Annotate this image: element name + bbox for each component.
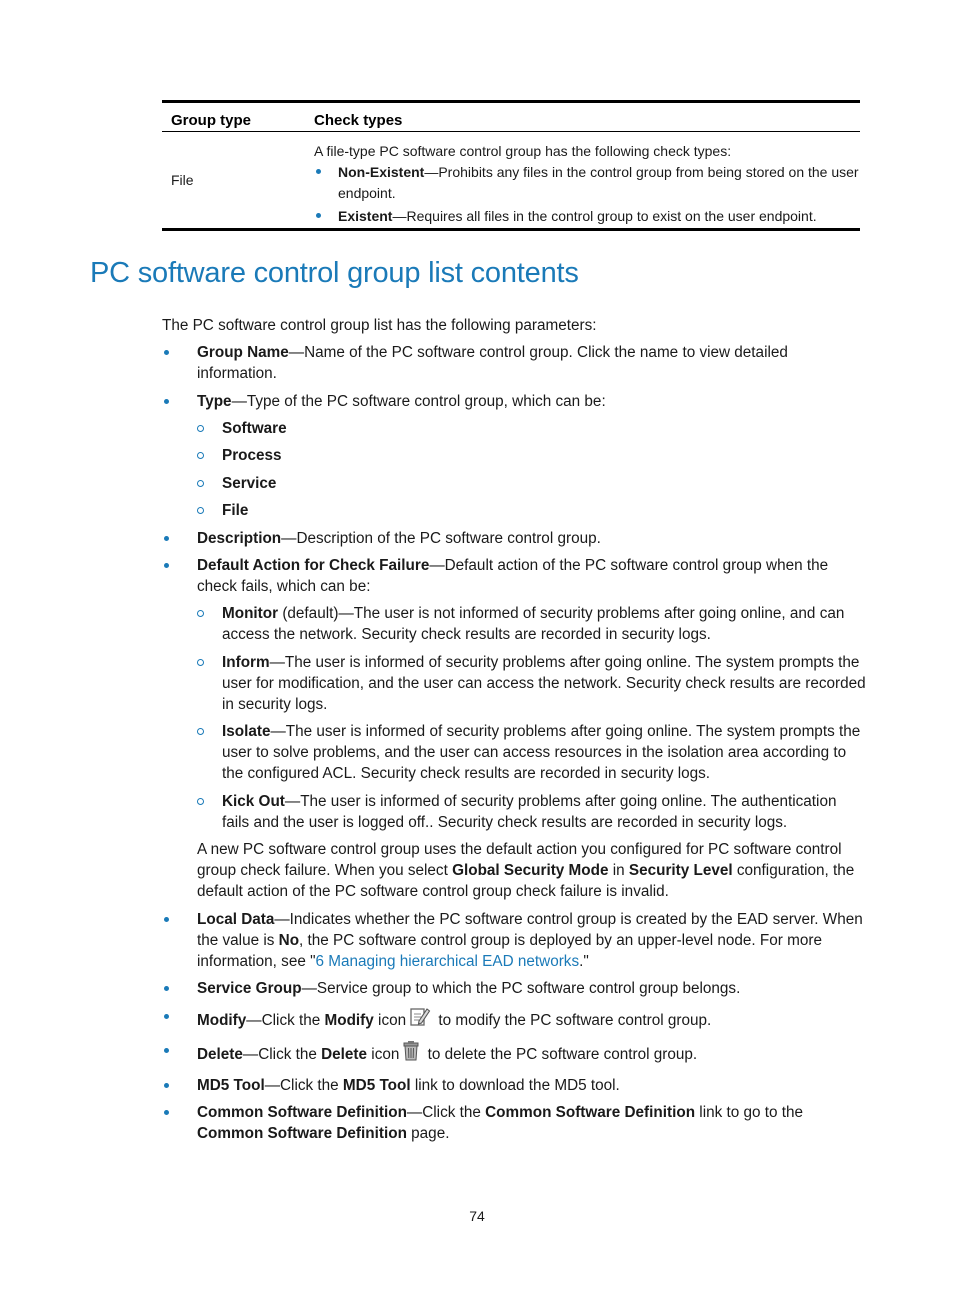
param-desc: —Click the [406,1104,486,1121]
note-text: configuration, the default action of the PC software control group check failure is invalid. [197,862,855,900]
table-row [162,132,860,231]
param-bold: Modify [324,1011,374,1029]
section-body [162,315,867,1151]
type-option [197,418,867,439]
header-group-type: Group type [171,112,252,129]
check-types-table [162,100,860,231]
param-desc: —Type of the PC software control group, which can be: [231,392,606,410]
trash-icon [402,1040,420,1068]
param-term: Group Name [197,344,289,361]
cell-group-type: File [171,172,194,188]
page-number: 74 [469,1208,485,1224]
param-bold: Common Software Definition [485,1104,696,1121]
type-option-label: Service [222,474,277,492]
param-term: Modify [197,1011,247,1029]
param-type [162,391,867,522]
param-desc: —Name of the PC software control group. Click the name to view detailed information. [197,344,788,382]
table-header-row [162,103,860,132]
param-local-data [162,909,867,972]
note-bold: Global Security Mode [452,862,609,879]
action-desc: —The user is informed of security problems after going online. The system prompts the user to solve problems, and the user can access resources in the isolation area according to the configured ACL. Security check results are recorded in security logs. [222,723,861,782]
param-description [162,528,867,549]
action-desc: (default)—The user is not informed of security problems after going online, and can access the network. Security check results are recorded in security logs. [222,605,845,643]
param-delete [162,1040,867,1068]
param-desc: —Click the [264,1076,343,1094]
check-types-intro: A file-type PC software control group has the following check types: [314,143,732,159]
type-option [197,473,867,494]
param-term: Type [197,392,232,410]
type-option-label: Process [222,447,282,464]
param-desc: to delete the PC software control group. [423,1046,698,1063]
param-term: Service Group [197,980,302,997]
param-desc: , the PC software control group is deployed by an upper-level node. For more information, see " [197,931,822,970]
check-type-item [314,206,860,227]
param-default-action [162,555,867,902]
section-intro: The PC software control group list has the following parameters: [162,317,597,334]
param-desc: page. [406,1125,450,1142]
param-desc: —Description of the PC software control group. [281,529,601,547]
action-term: Monitor [222,605,279,622]
note-text: A new PC software control group uses the default action you configured for PC software control group check failure. When you select [197,841,842,879]
param-desc: icon [373,1011,407,1029]
param-desc: to modify the PC software control group. [434,1011,712,1029]
param-bold: No [278,931,300,949]
type-option [197,500,867,521]
param-desc: —Default action of the PC software control group when the check fails, which can be: [197,557,829,595]
param-desc: —Click the [246,1011,325,1029]
check-type-term: Existent [338,208,393,224]
param-term: Delete [197,1046,243,1063]
param-md5-tool [162,1075,867,1096]
type-option [197,445,867,466]
param-term: Common Software Definition [197,1104,407,1121]
param-desc: link to go to the [695,1104,804,1121]
default-action-note [197,839,867,902]
param-desc: —Service group to which the PC software control group belongs. [301,980,741,997]
action-desc: —The user is informed of security problems after going online. The system prompts the user for modification, and the user can access the network. Security check results are recorded in security logs. [222,653,866,713]
param-bold: MD5 Tool [342,1076,411,1094]
param-bold: Delete [321,1046,368,1063]
action-option-inform [197,652,867,715]
action-term: Inform [222,653,270,671]
param-modify [162,1006,867,1034]
check-type-item [314,162,860,204]
action-option-monitor [197,603,867,645]
param-desc: —Click the [242,1046,322,1063]
header-check-types: Check types [314,112,403,129]
cell-check-types [314,141,860,227]
check-type-desc: —Prohibits any files in the control group from being stored on the user endpoint. [338,164,859,201]
action-option-isolate [197,721,867,784]
param-desc: icon [367,1046,400,1063]
parameter-list [162,342,867,1144]
check-type-term: Non-Existent [338,164,425,180]
type-option-label: Software [222,419,287,437]
type-options [197,418,867,522]
param-term: Local Data [197,910,275,928]
action-term: Isolate [222,723,271,740]
section-title: PC software control group list contents [90,257,579,289]
param-service-group [162,978,867,999]
param-group-name [162,342,867,384]
param-common-software-definition [162,1102,867,1144]
hierarchical-ead-link[interactable]: 6 Managing hierarchical EAD networks [315,952,580,970]
edit-icon [409,1006,431,1034]
action-term: Kick Out [222,792,285,810]
default-action-options [197,603,867,833]
action-desc: —The user is informed of security problems after going online. The authentication fails and the user is logged off.. Security check results are recorded in security logs. [222,792,837,831]
type-option-label: File [222,502,249,519]
check-type-desc: —Requires all files in the control group to exist on the user endpoint. [392,208,817,224]
param-term: MD5 Tool [197,1076,265,1094]
param-desc: —Indicates whether the PC software control group is created by the EAD server. When the value is [197,910,863,949]
note-bold: Security Level [628,862,733,879]
param-desc: link to download the MD5 tool. [410,1076,620,1094]
param-term: Default Action for Check Failure [197,557,430,574]
param-bold: Common Software Definition [197,1125,407,1142]
action-option-kick-out [197,791,867,833]
param-term: Description [197,529,282,547]
param-desc: ." [579,952,589,970]
note-text: in [608,862,629,879]
